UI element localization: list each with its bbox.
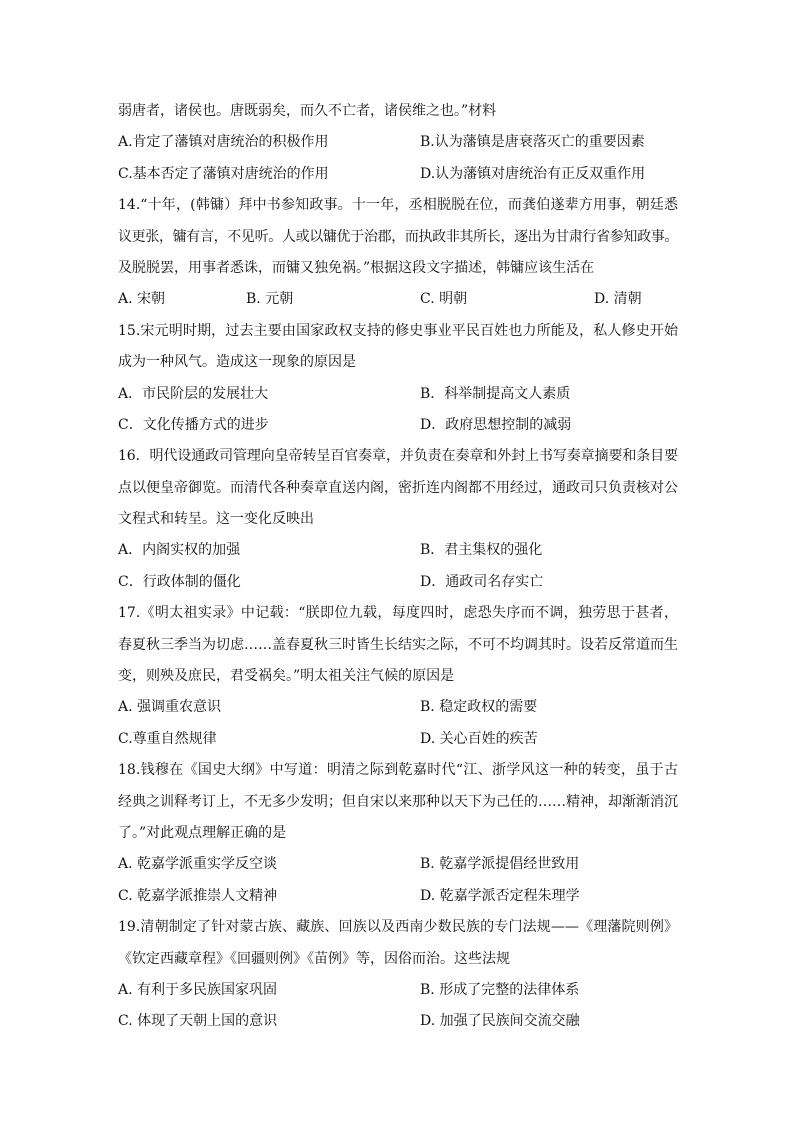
q18-options-row-1	[118, 849, 678, 880]
q19-stem-line-2: 《钦定西藏章程》《回疆则例》《苗例》等，因俗而治。这些法规	[118, 950, 510, 967]
q18-option-c[interactable]: C. 乾嘉学派推崇人文精神	[118, 887, 278, 904]
q14-option-c[interactable]: C. 明朝	[420, 291, 468, 308]
q19-options-row-2	[118, 1006, 678, 1037]
q13-option-b[interactable]: B.认为藩镇是唐衰落灭亡的重要因素	[420, 134, 645, 151]
q15-option-b[interactable]: B．科举制提高文人素质	[420, 385, 571, 402]
q16-options-row-1	[118, 535, 678, 566]
exam-page	[118, 96, 678, 1038]
q15-stem-line-2: 成为一种风气。造成这一现象的原因是	[118, 354, 356, 371]
q19-options-row-1	[118, 975, 678, 1006]
q15-option-c[interactable]: C．文化传播方式的进步	[118, 416, 269, 433]
q15-stem-line-1: 15.宋元明时期，过去主要由国家政权支持的修史事业平民百姓也力所能及，私人修史开始	[118, 322, 678, 339]
q17-stem-line-1: 17.《明太祖实录》中记载：“朕即位九载，每度四时，虑恐失序而不调，独劳思于甚者，	[118, 605, 678, 622]
q15-option-d[interactable]: D．政府思想控制的减弱	[420, 416, 572, 433]
q14-options-row	[118, 284, 678, 315]
q13-option-c[interactable]: C.基本否定了藩镇对唐统治的作用	[118, 165, 329, 182]
q16-stem-line-2: 点以便皇帝御览。而清代各种奏章直送内阁，密折连内阁都不用经过，通政司只负责核对公	[118, 479, 678, 496]
q19-option-d[interactable]: D. 加强了民族间交流交融	[420, 1013, 580, 1030]
q16-option-a[interactable]: A．内阁实权的加强	[118, 542, 241, 559]
q14-stem-line-2: 议更张，镛有言，不见听。人或以镛优于治郡，而执政非其所长，逐出为甘肃行省参知政事。	[118, 228, 678, 245]
q18-stem-line-3: 了。”对此观点理解正确的是	[118, 824, 287, 841]
q15-options-row-1	[118, 379, 678, 410]
q17-option-b[interactable]: B. 稳定政权的需要	[420, 699, 538, 716]
q19-option-b[interactable]: B. 形成了完整的法律体系	[420, 981, 580, 998]
q14-stem-line-3: 及脱脱罢，用事者悉诛，而镛又独免祸。”根据这段文字描述，韩镛应该生活在	[118, 259, 595, 276]
q13-options-row-1	[118, 127, 678, 158]
q16-stem-line-1: 16．明代设通政司管理向皇帝转呈百官奏章，并负责在奏章和外封上书写奏章摘要和条目要	[118, 448, 678, 465]
q18-option-d[interactable]: D. 乾嘉学派否定程朱理学	[420, 887, 580, 904]
q17-option-c[interactable]: C.尊重自然规律	[118, 730, 217, 747]
q18-options-row-2	[118, 881, 678, 912]
q13-option-d[interactable]: D.认为藩镇对唐统治有正反双重作用	[420, 165, 646, 182]
q16-option-d[interactable]: D．通政司名存实亡	[420, 573, 544, 590]
q15-option-a[interactable]: A．市民阶层的发展壮大	[118, 385, 269, 402]
q16-options-row-2	[118, 567, 678, 598]
q18-stem-line-1: 18.钱穆在《国史大纲》中写道：明清之际到乾嘉时代“江、浙学风这一种的转变，虽于古	[118, 762, 678, 779]
q18-option-a[interactable]: A. 乾嘉学派重实学反空谈	[118, 856, 278, 873]
q17-stem-line-2: 春夏秋三季当为切虑……盖春夏秋三时皆生长结实之际，不可不均调其时。设若反常道而生	[118, 636, 678, 653]
q14-option-d[interactable]: D. 清朝	[594, 291, 642, 308]
q14-option-b[interactable]: B. 元朝	[246, 291, 294, 308]
q18-stem-line-2: 经典之训释考订上，不无多少发明；但自宋以来那种以天下为己任的……精神，却渐渐消沉	[118, 793, 678, 810]
q17-option-d[interactable]: D. 关心百姓的疾苦	[420, 730, 538, 747]
q15-options-row-2	[118, 410, 678, 441]
q16-option-b[interactable]: B．君主集权的强化	[420, 542, 543, 559]
q14-stem-line-1: 14.“十年，(韩镛）拜中书参知政事。十一年，丞相脱脱在位，而龚伯遂辈方用事，朝廷悉	[118, 197, 678, 214]
q16-option-c[interactable]: C．行政体制的僵化	[118, 573, 241, 590]
q17-option-a[interactable]: A. 强调重农意识	[118, 699, 222, 716]
q17-options-row-1	[118, 692, 678, 723]
q19-option-c[interactable]: C. 体现了天朝上国的意识	[118, 1013, 278, 1030]
q18-option-b[interactable]: B. 乾嘉学派提倡经世致用	[420, 856, 580, 873]
q16-stem-line-3: 文程式和转呈。这一变化反映出	[118, 511, 314, 528]
q14-option-a[interactable]: A. 宋朝	[118, 291, 166, 308]
q17-stem-line-3: 变，则殃及庶民，君受祸矣。”明太祖关注气候的原因是	[118, 668, 455, 685]
q13-options-row-2	[118, 159, 678, 190]
q13-text-tail: 弱唐者，诸侯也。唐既弱矣，而久不亡者，诸侯维之也。”材料	[118, 103, 497, 119]
q19-option-a[interactable]: A. 有利于多民族国家巩固	[118, 981, 278, 998]
q19-stem-line-1: 19.清朝制定了针对蒙古族、藏族、回族以及西南少数民族的专门法规——《理藩院则例》	[118, 919, 678, 936]
q13-option-a[interactable]: A.肯定了藩镇对唐统治的积极作用	[118, 134, 329, 151]
q17-options-row-2	[118, 724, 678, 755]
